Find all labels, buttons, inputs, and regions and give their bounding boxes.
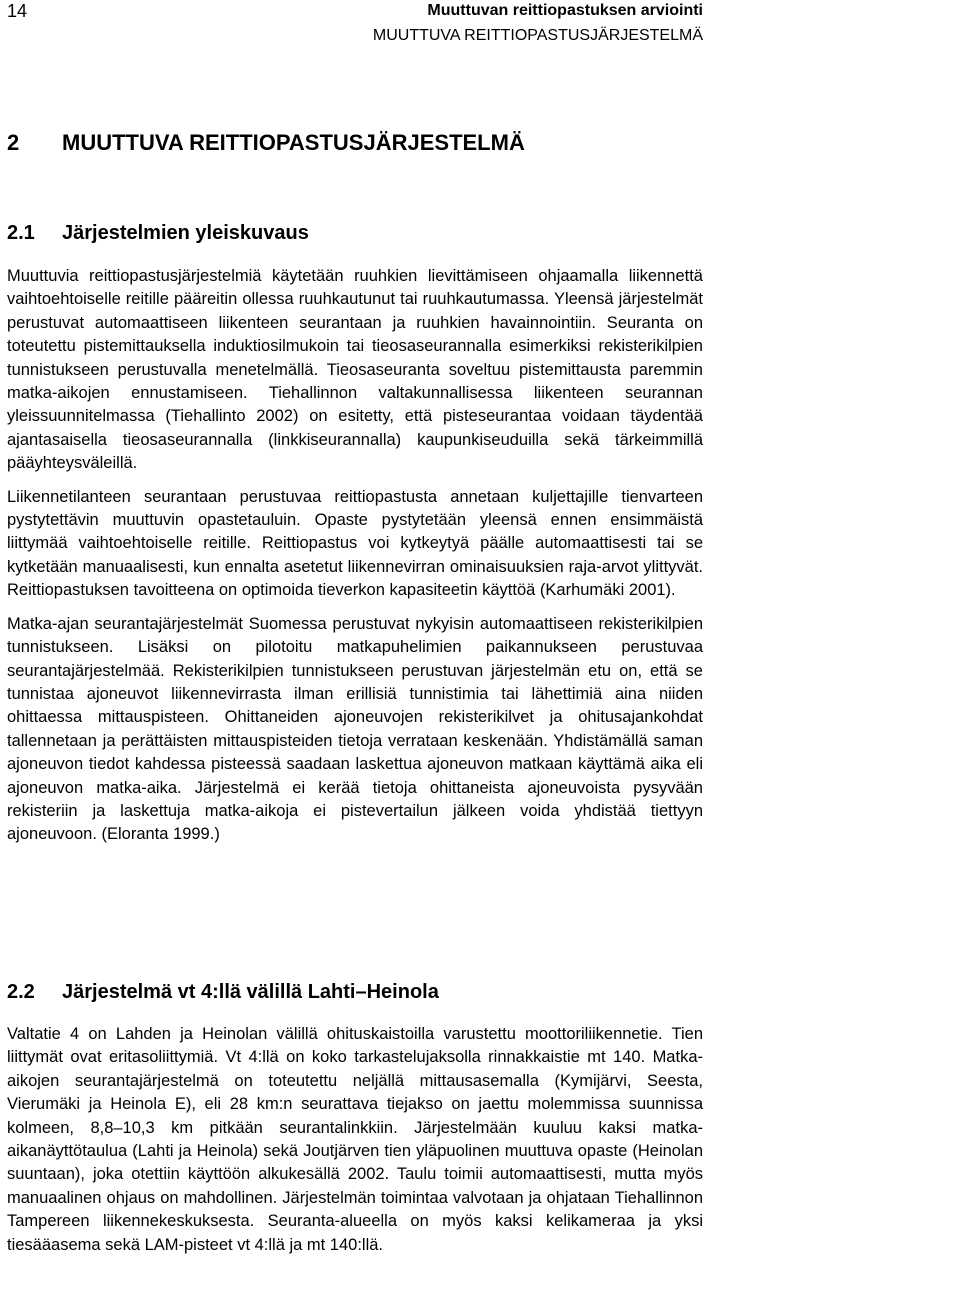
running-title-document: Muuttuvan reittiopastuksen arviointi [427,2,703,19]
chapter-title: MUUTTUVA REITTIOPASTUSJÄRJESTELMÄ [62,130,525,155]
section-number: 2.1 [7,222,35,244]
page-header [7,0,703,60]
section-title: Järjestelmien yleiskuvaus [62,222,309,244]
body-paragraph: Valtatie 4 on Lahden ja Heinolan välillä ohituskaistoilla varustettu moottoriliikennetie. Tien liittymät ovat eritasoliittymiä. Vt 4:llä on koko tarkastelujaksolla rinnakkaistie mt 140. Matka-aikojen seurantajärjestelmä on toteutettu neljällä mittausasemalla (Kymijärvi, Seesta, Vierumäki ja Heinola E), eli 28 km:n seurattava tiejakso on jaettu molemmissa suunnissa kolmeen, 8,8–10,3 km pitkään seurantalinkkiin. Järjestelmään kuuluu kaksi matka-aikanäyttötaulua (Lahti ja Heinola) sekä Joutjärven tien yläpuolinen muuttuva opaste (Heinolan suuntaan), joka otettiin käyttöön alkukesällä 2002. Taulu toimii automaattisesti, mutta myös manuaalinen ohjaus on mahdollinen. Järjestelmän toimintaa valvotaan ja ohjataan Tiehallinnon Tampereen liikennekeskuksesta. Seuranta-alueella on myös kaksi kelikameraa ja yksi tiesääasema sekä LAM-pisteet vt 4:llä ja mt 140:llä. [7,1025,703,1254]
section-number: 2.2 [7,981,35,1003]
chapter-number: 2 [7,130,20,155]
section-2-1-body [7,265,703,857]
running-title-chapter: MUUTTUVA REITTIOPASTUSJÄRJESTELMÄ [372,27,703,44]
running-title [373,0,703,47]
document-page [7,0,703,1254]
section-heading-2-2 [7,980,439,1004]
page-number: 14 [7,1,28,21]
body-paragraph: Muuttuvia reittiopastusjärjestelmiä käytetään ruuhkien lievittämiseen ohjaamalla liikennettä vaihtoehtoiselle reitille pääreitin ollessa ruuhkautunut tai ruuhkautumassa. Yleensä järjestelmät perustuvat automaattiseen liikenteen seurantaan ja ruuhkien havainnointiin. Seuranta on toteutettu pistemittauksella induktiosilmukoin tai tieosaseurannalla esimerkiksi rekisterikilpien tunnistukseen perustuvalla menetelmällä. Tieosaseuranta soveltuu pistemittausta paremmin matka-aikojen ennustamiseen. Tiehallinnon valtakunnallisessa liikenteen seurannan yleissuunnitelmassa (Tiehallinto 2002) on esitetty, että pisteseurantaa voidaan täydentää ajantasaisella tieosaseurannalla (linkkiseurannalla) kaupunkiseuduilla sekä tärkeimmillä pääyhteysväleillä. [7,267,703,473]
section-2-2-body [7,1023,703,1267]
body-paragraph: Liikennetilanteen seurantaan perustuvaa reittiopastusta annetaan kuljettajille tienvarteen pystytettävin muuttuvin opastetauluin. Opaste pystytetään yleensä ennen ensimmäistä liittymää vaihtoehtoiselle reitille. Reittiopastus voi kytkeytyä päälle automaattisesti tai se kytketään manuaalisesti, kun ennalta asetetut liikennevirran ominaisuuksien raja-arvot ylittyvät. Reittiopastuksen tavoitteena on optimoida tieverkon kapasiteetin käyttöä (Karhumäki 2001). [7,487,703,600]
section-title: Järjestelmä vt 4:llä välillä Lahti–Heinola [62,981,439,1003]
section-heading-2-1 [7,221,309,245]
body-paragraph: Matka-ajan seurantajärjestelmät Suomessa perustuvat nykyisin automaattiseen rekisterikilpien tunnistukseen. Lisäksi on pilotoitu matkapuhelimien paikannukseen perustuvaa seurantajärjestelmää. Rekisterikilpien tunnistukseen perustuvan järjestelmän etu on, että se tunnistaa ajoneuvot liikennevirrasta ilman erillisiä tunnistimia tai lähettimiä aina niiden ohittaessa mittauspisteen. Ohittaneiden ajoneuvojen rekisterikilvet ja ohitusajankohdat tallennetaan ja perättäisten mittauspisteiden tietoja verrataan keskenään. Yhdistämällä saman ajoneuvon tiedot kahdessa pisteessä saadaan laskettua ajoneuvon matkaan käyttämä aika eli ajoneuvon matka-aika. Järjestelmä ei kerää tietoja ohittaneista ajoneuvoista pysyvään rekisteriin ja laskettuja matka-aikoja ei pistevertailun jälkeen voida yhdistää tiettyyn ajoneuvoon. (Eloranta 1999.) [7,614,703,844]
chapter-heading [7,130,525,156]
